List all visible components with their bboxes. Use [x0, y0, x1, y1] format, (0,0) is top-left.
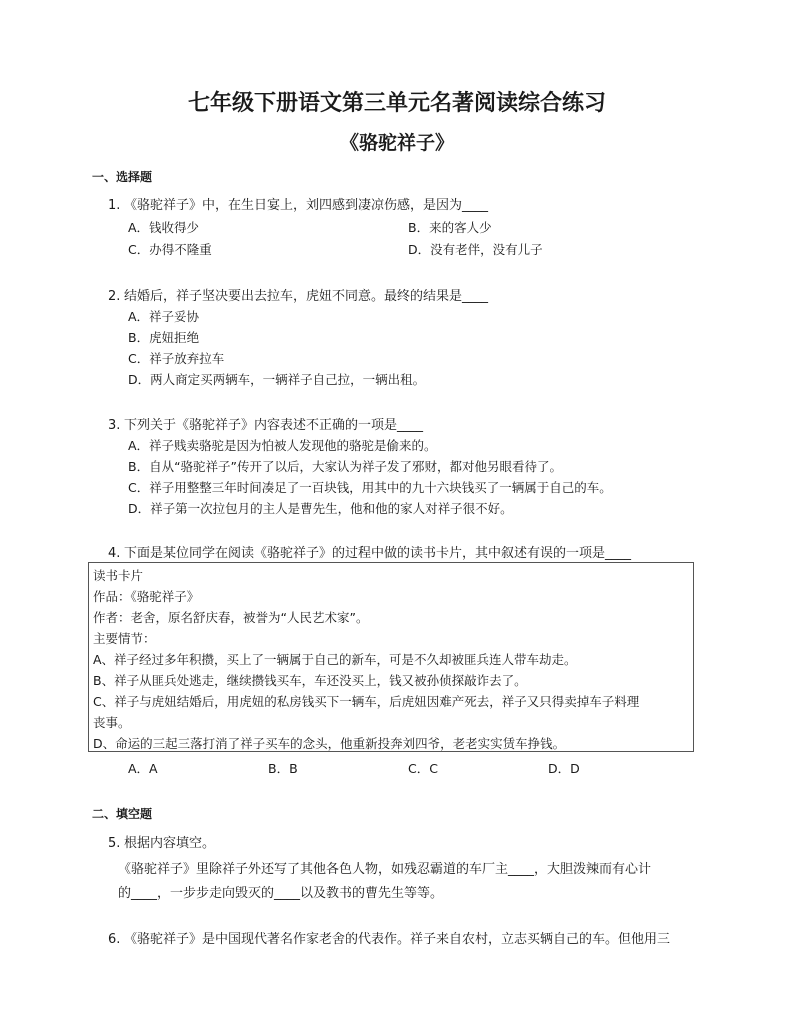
reading-card	[88, 562, 694, 752]
q1-option-d: D．没有老伴，没有儿子	[408, 242, 543, 257]
q1-option-c: C．办得不隆重	[128, 242, 212, 257]
q3-option-b: B．自从“骆驼祥子”传开了以后，大家认为祥子发了邪财，都对他另眼看待了。	[128, 459, 563, 474]
card-line: 作者：老舍，原名舒庆春，被誉为“人民艺术家”。	[93, 610, 369, 625]
question-number: 1.	[108, 198, 121, 213]
q4-option-a: A．A	[128, 761, 158, 776]
q3-option-a: A．祥子贱卖骆驼是因为怕被人发现他的骆驼是偷来的。	[128, 438, 437, 453]
card-line: 丧事。	[93, 715, 131, 730]
q2-option-d: D．两人商定买两辆车，一辆祥子自己拉，一辆出租。	[128, 372, 426, 387]
card-line: A、祥子经过多年积攒，买上了一辆属于自己的新车，可是不久却被匪兵连人带车劫走。	[93, 652, 577, 667]
q4-option-d: D．D	[548, 761, 580, 776]
q2-option-a: A．祥子妥协	[128, 309, 200, 324]
card-line: C、祥子与虎妞结婚后，用虎妞的私房钱买下一辆车，后虎妞因难产死去，祥子又只得卖掉车子料理	[93, 694, 640, 709]
question-text: 《骆驼祥子》中，在生日宴上，刘四感到凄凉伤感，是因为____	[124, 198, 489, 213]
card-line: 作品：《骆驼祥子》	[93, 589, 200, 604]
page-subtitle: 《骆驼祥子》	[339, 132, 454, 154]
q2-option-b: B．虎妞拒绝	[128, 330, 200, 345]
q1-option-a: A．钱收得少	[128, 220, 200, 235]
section-heading-choice: 一、选择题	[92, 170, 153, 184]
card-line: D、命运的三起三落打消了祥子买车的念头，他重新投奔刘四爷，老老实实赁车挣钱。	[93, 736, 566, 751]
question-4	[108, 542, 631, 561]
q5-paragraph-line: 的____，一步步走向毁灭的____以及教书的曹先生等等。	[118, 886, 444, 901]
card-line: B、祥子从匪兵处逃走，继续攒钱买车，车还没买上，钱又被孙侦探敲诈去了。	[93, 673, 527, 688]
question-number: 3.	[108, 418, 121, 433]
question-text: 下列关于《骆驼祥子》内容表述不正确的一项是____	[124, 418, 424, 433]
question-3	[108, 414, 423, 433]
page-title: 七年级下册语文第三单元名著阅读综合练习	[187, 91, 606, 116]
q2-option-c: C．祥子放弃拉车	[128, 351, 225, 366]
q3-option-c: C．祥子用整整三年时间凑足了一百块钱，用其中的九十六块钱买了一辆属于自己的车。	[128, 480, 612, 495]
question-5	[108, 832, 215, 851]
question-text: 结婚后，祥子坚决要出去拉车，虎妞不同意。最终的结果是____	[124, 289, 489, 304]
question-text: 下面是某位同学在阅读《骆驼祥子》的过程中做的读书卡片，其中叙述有误的一项是____	[124, 546, 632, 561]
question-number: 6.	[108, 932, 121, 947]
section-heading-fill: 二、填空题	[92, 807, 153, 821]
question-number: 5.	[108, 836, 121, 851]
question-2	[108, 285, 488, 304]
question-1	[108, 194, 488, 213]
q3-option-d: D．祥子第一次拉包月的主人是曹先生，他和他的家人对祥子很不好。	[128, 501, 513, 516]
question-text: 《骆驼祥子》是中国现代著名作家老舍的代表作。祥子来自农村，立志买辆自己的车。但他用三	[124, 932, 671, 947]
q4-option-b: B．B	[268, 761, 298, 776]
q5-paragraph-line: 《骆驼祥子》里除祥子外还写了其他各色人物，如残忍霸道的车厂主____，大胆泼辣而有心计	[118, 862, 652, 877]
question-text: 根据内容填空。	[124, 836, 216, 851]
question-number: 2.	[108, 289, 121, 304]
question-6	[108, 928, 670, 947]
card-line: 读书卡片	[93, 568, 144, 583]
q1-option-b: B．来的客人少	[408, 220, 492, 235]
question-number: 4.	[108, 546, 121, 561]
q4-option-c: C．C	[408, 761, 438, 776]
card-line: 主要情节：	[93, 631, 156, 646]
